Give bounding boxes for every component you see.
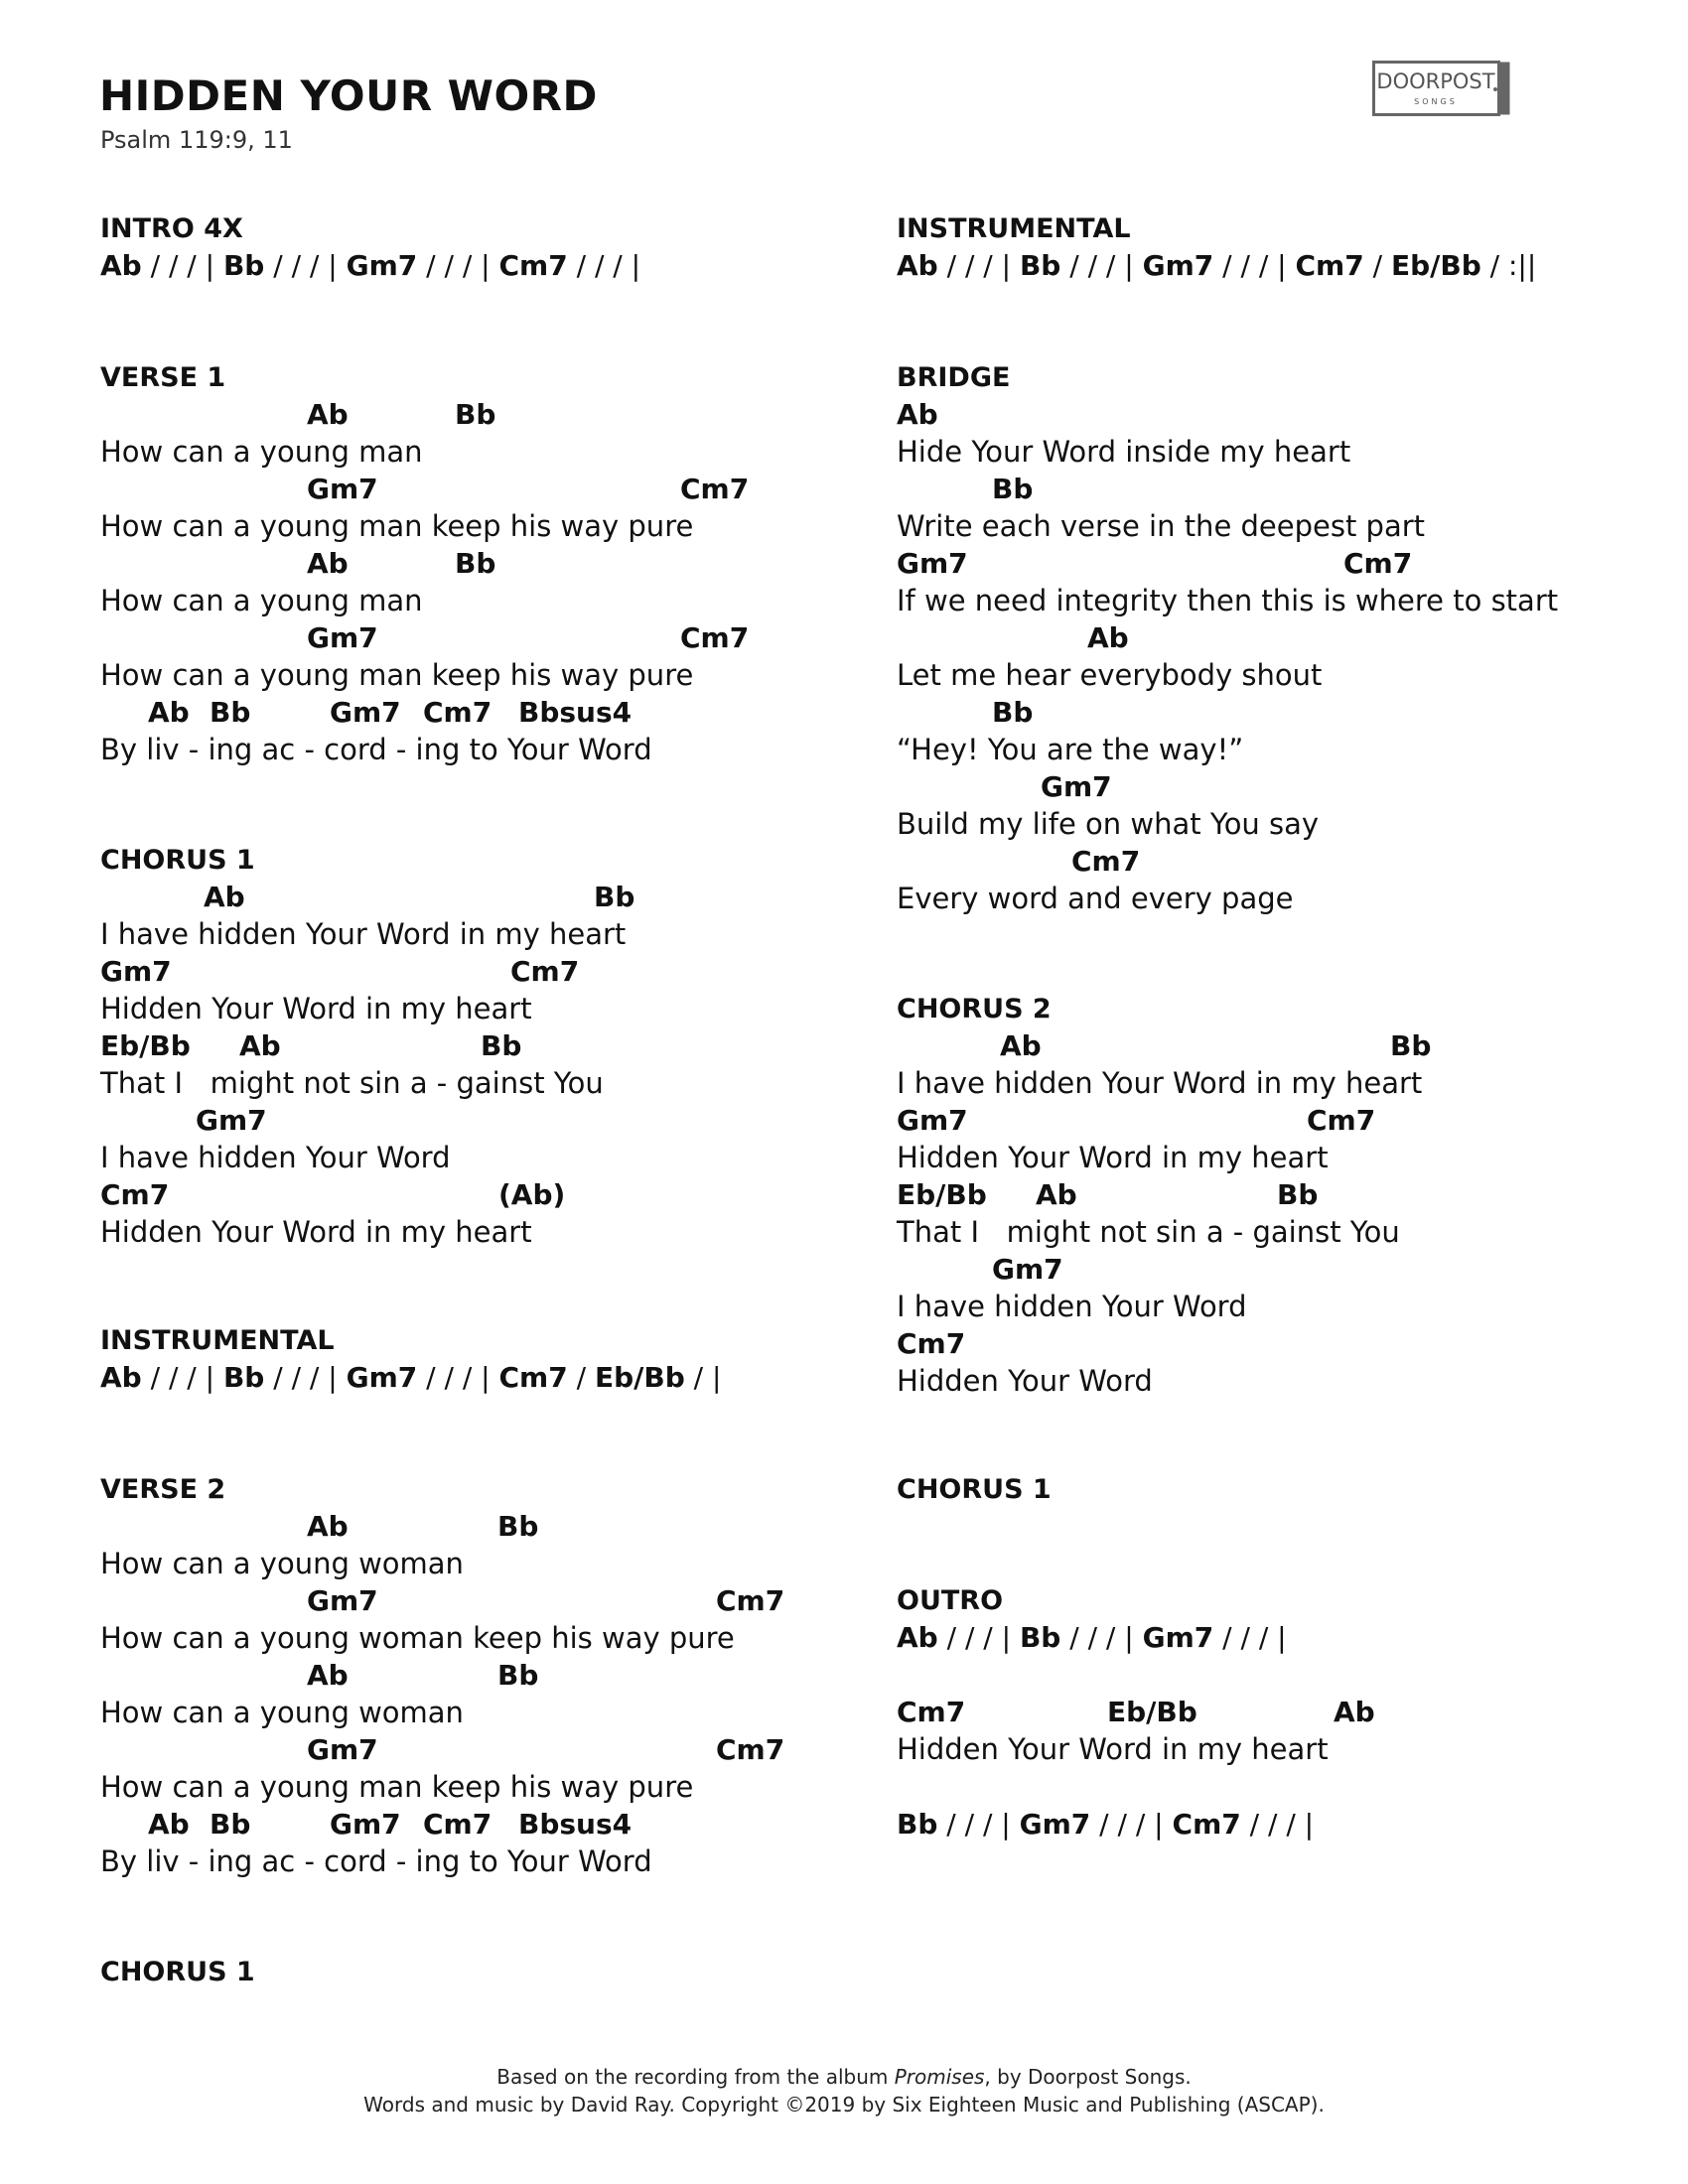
chord-line: Gm7 Cm7 [897,547,1413,580]
chord-line: Ab Bb Gm7 Cm7 Bbsus4 [148,696,633,729]
footer-recording-note: Based on the recording from the album Promises, by Doorpost Songs. [496,2065,1192,2089]
footer-copyright: Words and music by David Ray. Copyright ©2019 by Six Eighteen Music and Publishing (ASCAP). [363,2093,1325,2116]
chord-line: Bb [992,696,1034,729]
chord-line: Cm7 [897,1327,966,1360]
chord-line: Ab Bb [307,547,496,580]
section-heading: CHORUS 1 [100,1957,255,1987]
lyric-line: Every word and every page [897,881,1294,915]
chorus-1-section [100,842,635,1251]
chord-line: Ab Bb [307,398,496,431]
chord-line: Ab Bb [1000,1029,1432,1062]
chorus-final-section [100,1954,255,1990]
lyric-line: I have hidden Your Word [897,1289,1247,1323]
lyric-line: Hide Your Word inside my heart [897,434,1351,469]
lyric-line: That I might not sin a - gainst You [100,1065,604,1100]
chord-line: Gm7 Cm7 [897,1104,1376,1137]
doorpost-songs-logo [1372,61,1511,116]
chord-line: Gm7 Cm7 [307,1584,785,1617]
section-heading: OUTRO [897,1585,1004,1616]
logo-wordmark: DOORPOST [1376,69,1495,93]
lyric-line: Hidden Your Word in my heart [100,1214,532,1249]
chord-line: Eb/Bb Ab Bb [100,1029,522,1062]
lyric-line: Hidden Your Word [897,1363,1153,1398]
section-heading: INSTRUMENTAL [100,1325,335,1356]
lyric-line: How can a young man keep his way pure [100,508,694,543]
lyric-line: How can a young man [100,434,423,469]
chord-line: Ab Bb Gm7 Cm7 Bbsus4 [148,1808,633,1841]
lyric-line: Let me hear everybody shout [897,657,1323,692]
lyric-line: I have hidden Your Word [100,1140,451,1174]
chord-progression: Ab / / / | Bb / / / | Gm7 / / / | Cm7 / Eb/Bb / :|| [897,249,1537,282]
chord-line: Cm7 [1071,845,1141,878]
chord-line: Ab [1087,621,1129,654]
verse-1-section [100,359,750,768]
lyric-line: How can a young man keep his way pure [100,1769,694,1804]
outro-section [897,1582,1375,1843]
lyric-line: I have hidden Your Word in my heart [100,916,627,951]
lyric-line: By liv - ing ac - cord - ing to Your Word [100,1843,652,1878]
chord-line: Gm7 [196,1104,267,1137]
chord-line: Gm7 Cm7 [307,1733,785,1766]
lyric-line: How can a young woman keep his way pure [100,1620,735,1655]
lyric-line: That I might not sin a - gainst You [897,1214,1400,1249]
chord-line: Bb [992,473,1034,505]
lyric-line: How can a young man [100,583,423,617]
instrumental-repeat-section [897,210,1536,285]
lyric-line: Build my life on what You say [897,806,1320,841]
chord-progression: Ab / / / | Bb / / / | Gm7 / / / | Cm7 / / / | [100,249,641,282]
chord-line: Ab [897,398,938,431]
lyric-line: How can a young man keep his way pure [100,657,694,692]
verse-2-section [100,1471,785,1880]
album-title: Promises [894,2065,985,2089]
intro-section [100,210,640,285]
lyric-line: Hidden Your Word in my heart [897,1731,1329,1766]
lyric-line: By liv - ing ac - cord - ing to Your Word [100,732,652,766]
bridge-section [897,359,1558,917]
lyric-line: I have hidden Your Word in my heart [897,1065,1423,1100]
chord-line: Ab Bb [307,1510,539,1543]
chord-line: Eb/Bb Ab Bb [897,1178,1319,1211]
lyric-line: How can a young woman [100,1695,464,1729]
chord-line: Ab Bb [307,1659,539,1692]
chord-line: Cm7 Eb/Bb Ab [897,1696,1375,1728]
lyric-line: Hidden Your Word in my heart [100,991,532,1025]
lyric-line: Write each verse in the deepest part [897,508,1426,543]
chord-line: Gm7 Cm7 [307,621,750,654]
lyric-line: How can a young woman [100,1546,464,1580]
section-heading: INSTRUMENTAL [897,213,1131,244]
section-heading: CHORUS 2 [897,994,1052,1024]
chord-progression: Ab / / / | Bb / / / | Gm7 / / / | [897,1621,1287,1654]
song-title: HIDDEN YOUR WORD [99,71,598,120]
chord-line: Gm7 [1041,770,1112,803]
section-heading: CHORUS 1 [100,845,255,876]
instrumental-section [100,1322,721,1397]
section-heading: CHORUS 1 [897,1474,1052,1505]
chord-line: Cm7 (Ab) [100,1178,566,1211]
scripture-reference: Psalm 119:9, 11 [100,126,293,154]
section-heading: VERSE 1 [100,362,226,393]
chorus-1-reference-section [897,1471,1052,1508]
lyric-line: “Hey! You are the way!” [897,732,1244,766]
lyric-line: If we need integrity then this is where to start [897,583,1559,617]
chord-line: Ab Bb [204,881,635,913]
logo-subtext: SONGS [1414,97,1458,106]
chord-line: Gm7 Cm7 [307,473,750,505]
chorus-2-section [897,991,1432,1400]
chord-line: Gm7 [992,1253,1063,1286]
lyric-line: Hidden Your Word in my heart [897,1140,1329,1174]
chord-progression: Bb / / / | Gm7 / / / | Cm7 / / / | [897,1807,1315,1841]
section-heading: VERSE 2 [100,1474,226,1505]
chord-line: Gm7 Cm7 [100,955,580,988]
section-heading: INTRO 4X [100,213,243,244]
chord-progression: Ab / / / | Bb / / / | Gm7 / / / | Cm7 / Eb/Bb / | [100,1361,722,1394]
section-heading: BRIDGE [897,362,1011,393]
